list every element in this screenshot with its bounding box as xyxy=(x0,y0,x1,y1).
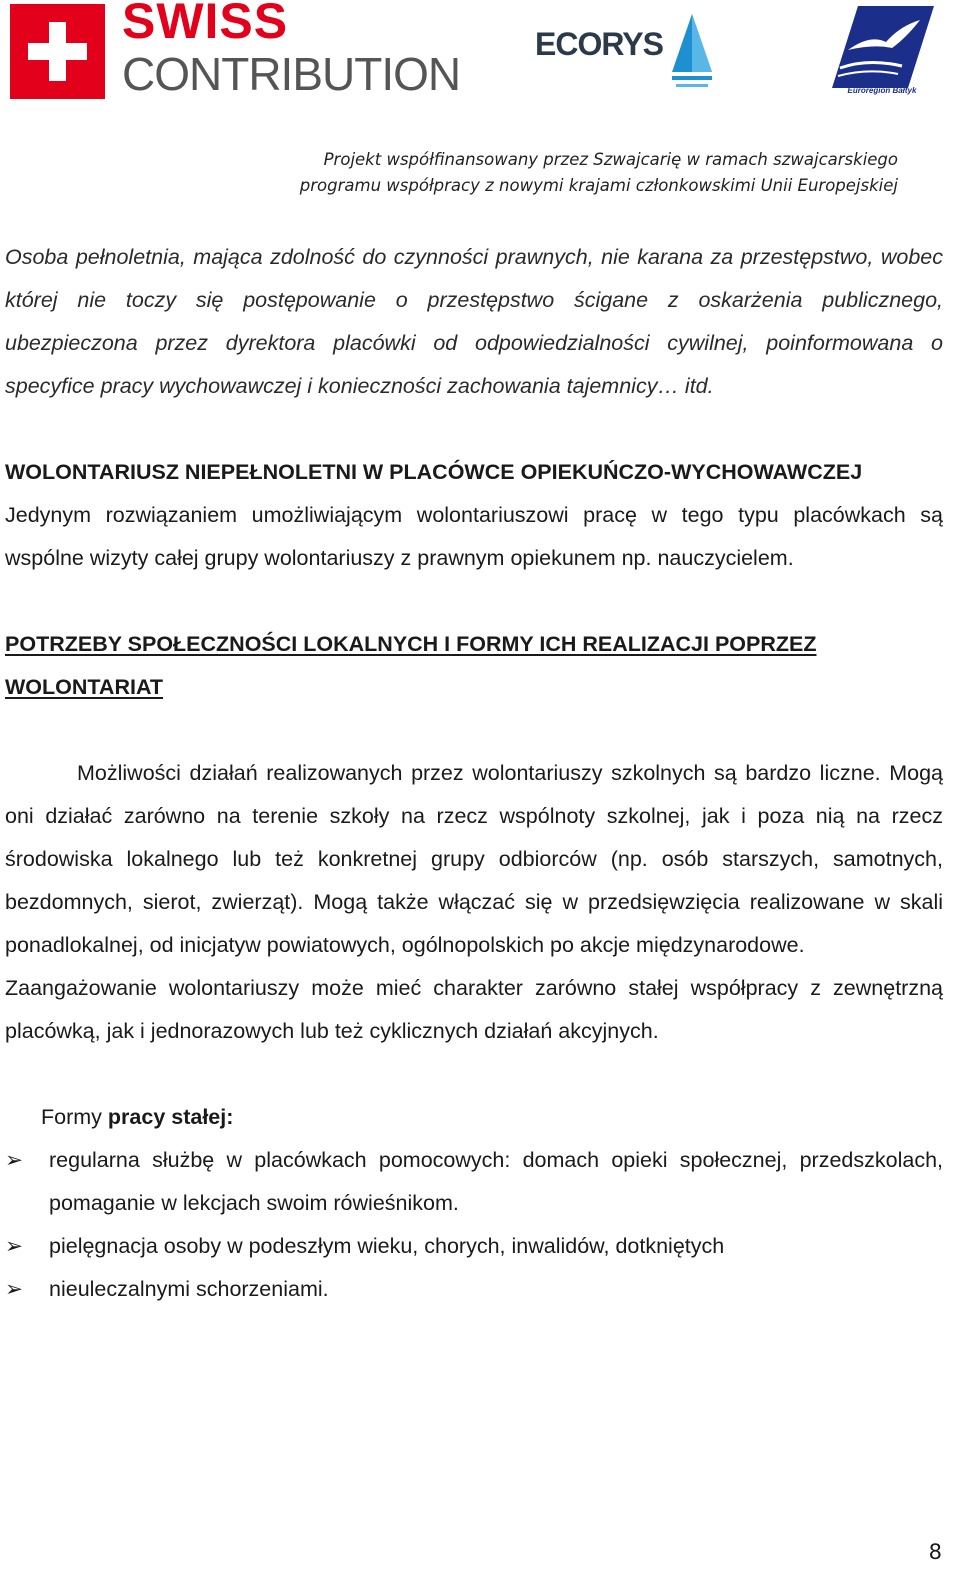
swiss-logo-word: SWISS xyxy=(122,0,289,49)
euroregion-baltyk-logo xyxy=(828,4,936,96)
arrow-bullet-icon: ➢ xyxy=(5,1234,24,1258)
ecorys-logo xyxy=(535,14,715,98)
arrow-bullet-icon: ➢ xyxy=(5,1148,24,1172)
list-item: ➢ regularna służbę w placówkach pomocowych: domach opieki społecznej, przedszkolach, pomaganie w lekcjach swoim rówieśnikom. xyxy=(5,1139,943,1225)
list-item: ➢ pielęgnacja osoby w podeszłym wieku, chorych, inwalidów, dotkniętych xyxy=(5,1225,943,1268)
forms-list xyxy=(5,1139,943,1311)
project-funding-line-2: programu współpracy z nowymi krajami członkowskimi Unii Europejskiej xyxy=(299,176,898,195)
intro-paragraph: Osoba pełnoletnia, mająca zdolność do czynności prawnych, nie karana za przestępstwo, wobec której nie toczy się postępowanie o przestępstwo ścigane z oskarżenia publicznego, ubezpieczona przez dyrektora placówki od odpowiedzialności cywilnej, poinformowana o specyfice pracy wychowawczej i konieczności zachowania tajemnicy… itd. xyxy=(5,245,943,398)
forms-prefix: Formy xyxy=(41,1105,102,1129)
document-body xyxy=(5,236,943,1311)
contribution-logo-word: CONTRIBUTION xyxy=(122,48,461,100)
minor-volunteer-paragraph: Jedynym rozwiązaniem umożliwiającym wolontariuszowi pracę w tego typu placówkach są wspólne wizyty całej grupy wolontariuszy z prawnym opiekunem np. nauczycielem. xyxy=(5,503,943,570)
forms-bold: pracy stałej: xyxy=(107,1105,234,1129)
section-heading-local-needs: POTRZEBY SPOŁECZNOŚCI LOKALNYCH I FORMY ICH REALIZACJI POPRZEZ WOLONTARIAT xyxy=(5,632,817,699)
arrow-bullet-icon: ➢ xyxy=(5,1277,24,1301)
list-item: ➢ nieuleczalnymi schorzeniami. xyxy=(5,1268,943,1311)
euroregion-caption: Euroregion Bałtyk xyxy=(847,86,917,95)
water-drop-icon xyxy=(672,14,712,98)
swiss-flag-icon xyxy=(10,4,105,99)
forms-heading xyxy=(5,1096,943,1139)
swiss-contribution-logo xyxy=(10,0,470,100)
engagement-paragraph: Zaangażowanie wolontariuszy może mieć charakter zarówno stałej współpracy z zewnętrzną placówką, jak i jednorazowych lub też cyklicznych działań akcyjnych. xyxy=(5,976,943,1043)
page-number: 8 xyxy=(928,1540,942,1564)
section-heading-minor-volunteer: WOLONTARIUSZ NIEPEŁNOLETNI W PLACÓWCE OPIEKUŃCZO-WYCHOWAWCZEJ xyxy=(5,460,863,484)
ecorys-logo-word: ECORYS xyxy=(535,26,663,62)
project-funding-line-1: Projekt współfinansowany przez Szwajcarię w ramach szwajcarskiego xyxy=(323,150,898,169)
possibilities-paragraph: Możliwości działań realizowanych przez wolontariuszy szkolnych są bardzo liczne. Mogą oni działać zarówno na terenie szkoły na rzecz wspólnoty szkolnej, jak i poza nią na rzecz środowiska lokalnego lub też konkretnej grupy odbiorców (np. osób starszych, samotnych, bezdomnych, sierot, zwierząt). Mogą także włączać się w przedsięwzięcia realizowane w skali ponadlokalnej, od inicjatyw powiatowych, ogólnopolskich po akcje międzynarodowe. xyxy=(5,761,943,957)
